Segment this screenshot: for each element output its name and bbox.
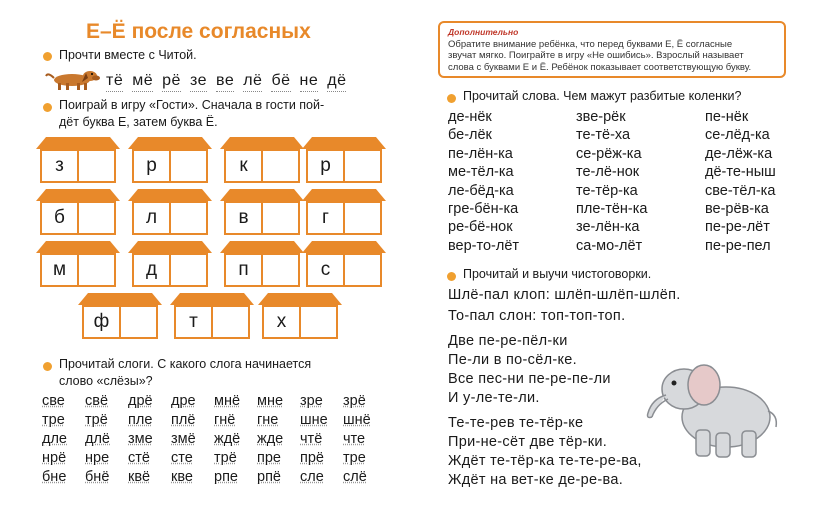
syllable-cell: длё	[85, 431, 110, 447]
house	[302, 189, 386, 235]
word-item: дё-те-ныш	[705, 164, 776, 181]
word-item: све-тёл-ка	[705, 182, 776, 199]
bullet-icon	[447, 94, 456, 103]
house-roof	[36, 241, 120, 253]
syllable: бё	[271, 72, 290, 92]
house-empty-cell	[121, 307, 156, 337]
syllable-cell: пле	[128, 412, 153, 428]
tongue-twister-line: Пе-ли в по-сёл-ке.	[448, 352, 577, 368]
syllable: тё	[106, 72, 123, 92]
syllable-cell: прё	[300, 450, 324, 466]
syllable: зе	[190, 72, 207, 92]
house-roof	[302, 241, 386, 253]
house-roof	[128, 189, 212, 201]
word-item: ле-бёд-ка	[448, 182, 514, 199]
syllable-cell: гнё	[214, 412, 236, 428]
house	[302, 137, 386, 183]
task3-label: Прочитай слоги. С какого слога начинается слово «слёзы»?	[59, 357, 312, 388]
tongue-twister-line: Две пе-ре-пёл-ки	[448, 333, 568, 349]
syllable-cell: зре	[300, 393, 323, 409]
word-item: вер-то-лёт	[448, 237, 520, 254]
bullet-icon	[43, 362, 52, 371]
house-empty-cell	[79, 255, 114, 285]
house-empty-cell	[263, 151, 298, 181]
syllable-cell: нрё	[42, 450, 67, 466]
house-empty-cell	[345, 203, 380, 233]
house-letter: г	[308, 203, 345, 233]
syllable-cell: тре	[343, 450, 366, 466]
tongue-twister-line: Ждёт на вет-ке де-ре-ва.	[448, 472, 624, 488]
page-title: Е–Ё после согласных	[86, 20, 311, 43]
tongue-twister-line: Все пес-ни пе-ре-пе-ли	[448, 371, 611, 387]
syllable-cell: бнё	[85, 469, 110, 485]
word-list	[448, 108, 805, 255]
word-item: де-нёк	[448, 109, 492, 125]
syllable-cell: свё	[85, 393, 109, 409]
house-letter: в	[226, 203, 263, 233]
syllable-cell: дрё	[128, 393, 153, 409]
bullet-icon	[43, 103, 52, 112]
house-empty-cell	[345, 255, 380, 285]
word-item: ре-бё-нок	[448, 219, 513, 236]
syllable-cell: трё	[85, 412, 108, 428]
syllable: не	[300, 72, 319, 92]
tongue-twister-line: Те-те-рев те-тёр-ке	[448, 415, 584, 431]
extra-heading: Дополнительно	[448, 27, 519, 37]
word-item: те-лё-нок	[576, 164, 640, 181]
word-item: де-лёж-ка	[705, 145, 773, 162]
syllable-cell: нре	[85, 450, 110, 466]
syllable-cell: трё	[214, 450, 237, 466]
house	[220, 137, 304, 183]
house-letter: р	[308, 151, 345, 181]
word-item: пе-нёк	[705, 109, 749, 125]
tongue-twister-line: Ждёт те-тёр-ка те-те-ре-ва,	[448, 453, 642, 469]
task1-syllables	[106, 72, 346, 92]
house-roof	[128, 137, 212, 149]
house-letter: п	[226, 255, 263, 285]
syllable-cell: плё	[171, 412, 196, 428]
syllable-cell: зме	[128, 431, 153, 447]
word-item: се-лёд-ка	[705, 127, 770, 144]
word-item: пе-лён-ка	[448, 145, 513, 162]
syllable-cell: дле	[42, 431, 67, 447]
syllable-cell: кве	[171, 469, 193, 485]
syllable: ве	[216, 72, 234, 92]
house-letter: ф	[84, 307, 121, 337]
house-empty-cell	[171, 151, 206, 181]
house-empty-cell	[263, 203, 298, 233]
syllable-cell: чте	[343, 431, 366, 447]
house-letter: к	[226, 151, 263, 181]
house-roof	[128, 241, 212, 253]
bullet-icon	[447, 272, 456, 281]
house-empty-cell	[213, 307, 248, 337]
house-letter: х	[264, 307, 301, 337]
word-item: пе-ре-лёт	[705, 219, 770, 236]
house	[36, 137, 120, 183]
syllable-cell: стё	[128, 450, 150, 466]
tongue-twister-line: При-не-сёт две тёр-ки.	[448, 434, 608, 450]
house-empty-cell	[345, 151, 380, 181]
tongue-twister-line: Шлё-пал клоп: шлёп-шлёп-шлёп.	[448, 287, 681, 303]
word-item: са-мо-лёт	[576, 237, 643, 254]
house-empty-cell	[263, 255, 298, 285]
word-item: ве-рёв-ка	[705, 200, 769, 217]
house	[302, 241, 386, 287]
dachshund-icon	[44, 66, 100, 92]
house-roof	[36, 137, 120, 149]
house-roof	[36, 189, 120, 201]
house-roof	[302, 137, 386, 149]
house	[128, 241, 212, 287]
syllable-cell: гне	[257, 412, 279, 428]
tongue-twister-line: То-пал слон: топ-топ-топ.	[448, 308, 626, 324]
syllable-cell: зрё	[343, 393, 366, 409]
house-letter: л	[134, 203, 171, 233]
syllable-cell: сле	[300, 469, 324, 485]
syllable-cell: сте	[171, 450, 193, 466]
house-roof	[220, 189, 304, 201]
syllable-cell: слё	[343, 469, 367, 485]
house	[220, 189, 304, 235]
syllable-grid	[42, 392, 386, 486]
word-item: те-тё-ха	[576, 127, 631, 144]
syllable-cell: све	[42, 393, 65, 409]
syllable-cell: чтё	[300, 431, 323, 447]
syllable-cell: рпе	[214, 469, 238, 485]
house-empty-cell	[171, 255, 206, 285]
tongue-twister-line: И у-ле-те-ли.	[448, 390, 540, 406]
house-empty-cell	[301, 307, 336, 337]
house-roof	[78, 293, 162, 305]
syllable-cell: тре	[42, 412, 65, 428]
word-item: ме-тёл-ка	[448, 164, 514, 181]
syllable-cell: мнё	[214, 393, 241, 409]
house-letter: з	[42, 151, 79, 181]
extra-note: Дополнительно Обратите внимание ребёнка, что перед буквами Е, Ё согласные звучат мягко. Поиграйте в игру «Не ошибись». Взрослый называет слова с буквами Е и Ё. Ребёнок показывает соответствующую букву.	[438, 21, 786, 78]
word-item: гре-бён-ка	[448, 200, 519, 217]
house-empty-cell	[79, 203, 114, 233]
syllable-cell: змё	[171, 431, 196, 447]
word-item: те-тёр-ка	[576, 182, 638, 199]
house-letter: с	[308, 255, 345, 285]
syllable: лё	[243, 72, 262, 92]
word-item: зве-рёк	[576, 109, 626, 125]
word-item: се-рёж-ка	[576, 145, 642, 162]
house-roof	[220, 241, 304, 253]
house-roof	[258, 293, 342, 305]
syllable-cell: дре	[171, 393, 196, 409]
syllable-cell: бне	[42, 469, 67, 485]
syllable-cell: жде	[257, 431, 284, 447]
house	[258, 293, 342, 339]
house-empty-cell	[79, 151, 114, 181]
house-letter: т	[176, 307, 213, 337]
word-item: пе-ре-пел	[705, 237, 771, 254]
syllable-cell: мне	[257, 393, 284, 409]
house-letter: д	[134, 255, 171, 285]
house-roof	[220, 137, 304, 149]
syllable-cell: пре	[257, 450, 281, 466]
elephant-icon	[644, 355, 784, 463]
syllable: дё	[327, 72, 346, 92]
syllable-cell: квё	[128, 469, 151, 485]
house-letter: р	[134, 151, 171, 181]
house	[170, 293, 254, 339]
bullet-icon	[43, 52, 52, 61]
house	[78, 293, 162, 339]
house-letter: б	[42, 203, 79, 233]
house	[220, 241, 304, 287]
syllable-cell: рпё	[257, 469, 281, 485]
syllable-cell: ждё	[214, 431, 241, 447]
word-item: пле-тён-ка	[576, 200, 648, 217]
house-roof	[302, 189, 386, 201]
house	[128, 137, 212, 183]
house-letter: м	[42, 255, 79, 285]
task2-label: Поиграй в игру «Гости». Сначала в гости пой- дёт буква Е, затем буква Ё.	[59, 98, 325, 129]
syllable: рё	[162, 72, 181, 92]
word-item: зе-лён-ка	[576, 219, 640, 236]
task4-label: Прочитай слова. Чем мажут разбитые коленки?	[463, 89, 742, 103]
house	[36, 241, 120, 287]
task5-label: Прочитай и выучи чистоговорки.	[463, 267, 652, 281]
house-empty-cell	[171, 203, 206, 233]
syllable: мё	[132, 72, 153, 92]
word-item: бе-лёк	[448, 127, 492, 144]
house	[36, 189, 120, 235]
house	[128, 189, 212, 235]
syllable-cell: шне	[300, 412, 328, 428]
task1-label: Прочти вместе с Читой.	[59, 48, 197, 62]
syllable-cell: шнё	[343, 412, 371, 428]
house-roof	[170, 293, 254, 305]
